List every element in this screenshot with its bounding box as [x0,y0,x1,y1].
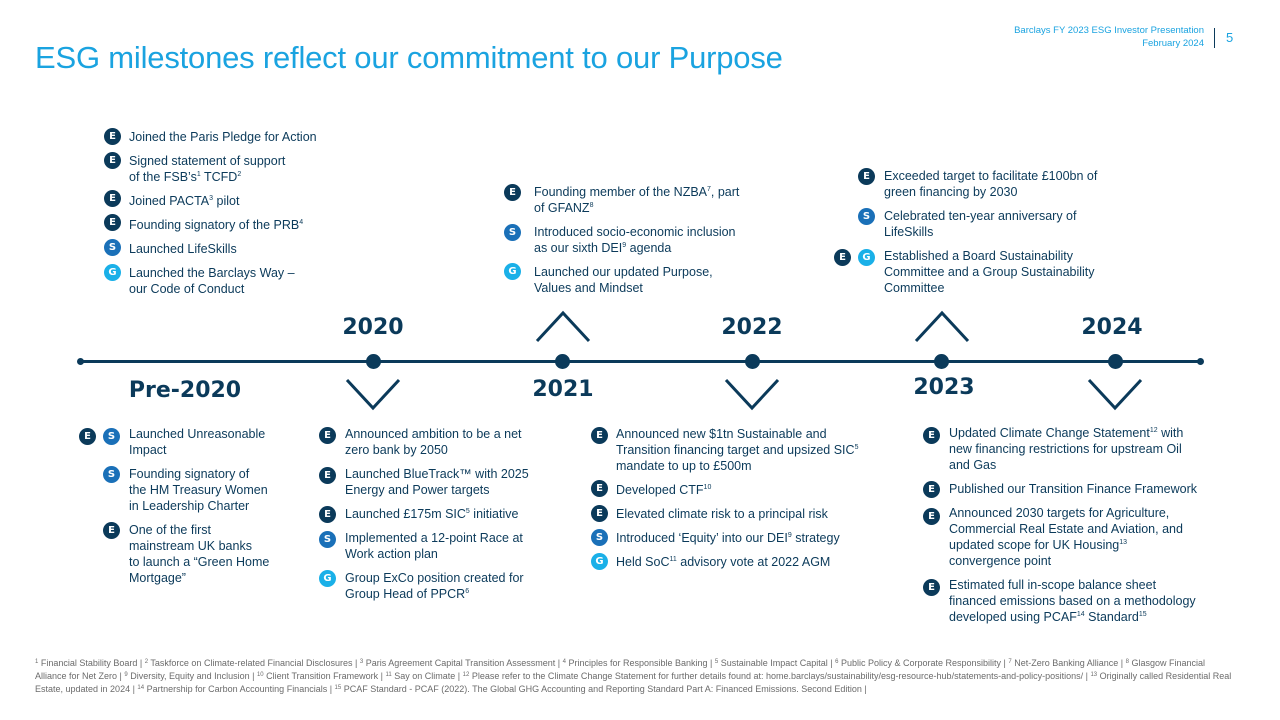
milestone-item: One of the first mainstream UK banks to launch a “Green Home Mortgage” [129,523,270,585]
year-label-pre-2020: Pre-2020 [128,378,242,403]
year-label-2021: 2021 [532,377,594,402]
milestone-item: Elevated climate risk to a principal risk [616,507,828,521]
milestone-item: Launched BlueTrack™ with 2025 Energy and Power targets [345,467,529,497]
environmental-badge: E [591,505,608,522]
timeline-axis [80,360,1201,363]
milestone-item: Celebrated ten-year anniversary of LifeSkills [884,209,1077,239]
social-badge: S [504,224,521,241]
milestone-item: Established a Board Sustainability Committee and a Group Sustainability Committee [884,249,1095,295]
milestone-item: Launched Unreasonable Impact [129,427,266,457]
timeline-marker-2023 [934,354,949,369]
year-label-2020: 2020 [342,315,404,340]
milestone-item: Group ExCo position created for Group Head of PPCR$^6$ [345,571,524,601]
social-badge: S [103,428,120,445]
governance-badge: G [504,263,521,280]
environmental-badge: E [104,190,121,207]
social-badge: S [319,531,336,548]
milestone-item: Estimated full in-scope balance sheet financed emissions based on a methodology developed using PCAF$^{14}$ Standard$^{15}$ [949,578,1196,624]
milestone-item: Introduced ‘Equity’ into our DEI$^9$ strategy [616,531,840,545]
environmental-badge: E [923,508,940,525]
milestone-item: Launched the Barclays Way – our Code of Conduct [129,266,295,296]
milestone-item: Announced new $1tn Sustainable and Transition financing target and upsized SIC$^5$ mandate to up to £500m [616,427,859,473]
governance-badge: G [591,553,608,570]
governance-badge: G [858,249,875,266]
social-badge: S [103,466,120,483]
environmental-badge: E [504,184,521,201]
milestone-item: Founding signatory of the PRB$^4$ [129,218,304,232]
environmental-badge: E [858,168,875,185]
milestone-item: Announced ambition to be a net zero bank by 2050 [345,427,522,457]
timeline-marker-2022 [745,354,760,369]
header-divider [1214,28,1215,48]
presentation-header [1014,24,1204,50]
milestone-item: Joined the Paris Pledge for Action [129,130,317,144]
year-label-2023: 2023 [913,375,975,400]
page-number: 5 [1226,30,1234,45]
milestone-item: Developed CTF$^{10}$ [616,483,712,497]
environmental-badge: E [591,480,608,497]
environmental-badge: E [104,214,121,231]
environmental-badge: E [923,427,940,444]
year-label-2024: 2024 [1081,315,1143,340]
milestone-item: Launched LifeSkills [129,242,237,256]
timeline-marker-2021 [555,354,570,369]
milestone-item: Published our Transition Finance Framework [949,482,1198,496]
timeline-end-dot [1197,358,1204,365]
governance-badge: G [104,264,121,281]
environmental-badge: E [319,427,336,444]
environmental-badge: E [319,506,336,523]
social-badge: S [104,239,121,256]
milestone-item: Introduced socio-economic inclusion as our sixth DEI$^9$ agenda [534,225,736,255]
environmental-badge: E [923,579,940,596]
milestone-item: Updated Climate Change Statement$^{12}$ with new financing restrictions for upstream Oil and Gas [949,426,1184,472]
deck-title: Barclays FY 2023 ESG Investor Presentation [1014,25,1204,36]
environmental-badge: E [79,428,96,445]
milestone-item: Exceeded target to facilitate £100bn of green financing by 2030 [884,169,1098,199]
social-badge: S [591,529,608,546]
environmental-badge: E [104,128,121,145]
milestone-item: Joined PACTA$^3$ pilot [129,194,240,208]
chevron-up-icon [535,309,591,343]
governance-badge: G [319,570,336,587]
milestone-item: Held SoC$^{11}$ advisory vote at 2022 AGM [616,555,831,569]
environmental-badge: E [103,522,120,539]
timeline-start-dot [77,358,84,365]
footnotes: $^1$ Financial Stability Board | $^2$ Taskforce on Climate-related Financial Disclosures | $^3$ Paris Agreement Capital Transition Assessment | $^4$ Principles for Responsible Banking | $^5$ Sustainable Impact Capital | $^6$ Public Policy & Corporate Responsibility | $^7$ Net-Zero Banking Alliance | $^8$ Glasgow Financial Alliance for Net Zero | $^9$ Diversity, Equity and Inclusion | $^{10}$ Client Transition Framework | $^{11}$ Say on Climate | $^{12}$ Please refer to the Climate Change Statement for further details found at: home.barclays/sustainability/esg-resource-hub/statements-and-policy-positions/ | $^{13}$ Originally called Residential Real Estate, updated in 2024 | $^{14}$ Partnership for Carbon Accounting Financials | $^{15}$ PCAF Standard - PCAF (2022). The Global GHG Accounting and Reporting Standard Part A: Financed Emissions. Second Edition | [35,658,1232,694]
chevron-down-icon [1087,378,1143,412]
environmental-badge: E [319,467,336,484]
milestone-item: Founding member of the NZBA$^7$, part of GFANZ$^8$ [534,185,740,215]
environmental-badge: E [923,481,940,498]
milestone-item: Announced 2030 targets for Agriculture, Commercial Real Estate and Aviation, and updated scope for UK Housing$^{13}$ convergence point [949,506,1183,568]
milestone-item: Founding signatory of the HM Treasury Women in Leadership Charter [129,467,268,513]
environmental-badge: E [591,427,608,444]
timeline-marker-2024 [1108,354,1123,369]
page-title: ESG milestones reflect our commitment to our Purpose [35,40,783,75]
chevron-down-icon [724,378,780,412]
milestone-item: Signed statement of support of the $FSB’s^1$ TCFD$^2$ [129,154,286,184]
environmental-badge: E [104,152,121,169]
chevron-up-icon [914,309,970,343]
environmental-badge: E [834,249,851,266]
timeline-marker-2020 [366,354,381,369]
chevron-down-icon [345,378,401,412]
milestone-item: Launched £175m SIC$^5$ initiative [345,507,519,521]
milestone-item: Launched our updated Purpose, Values and Mindset [534,265,713,295]
year-label-2022: 2022 [721,315,783,340]
deck-date: February 2024 [1142,38,1204,49]
milestone-item: Implemented a 12-point Race at Work action plan [345,531,523,561]
social-badge: S [858,208,875,225]
